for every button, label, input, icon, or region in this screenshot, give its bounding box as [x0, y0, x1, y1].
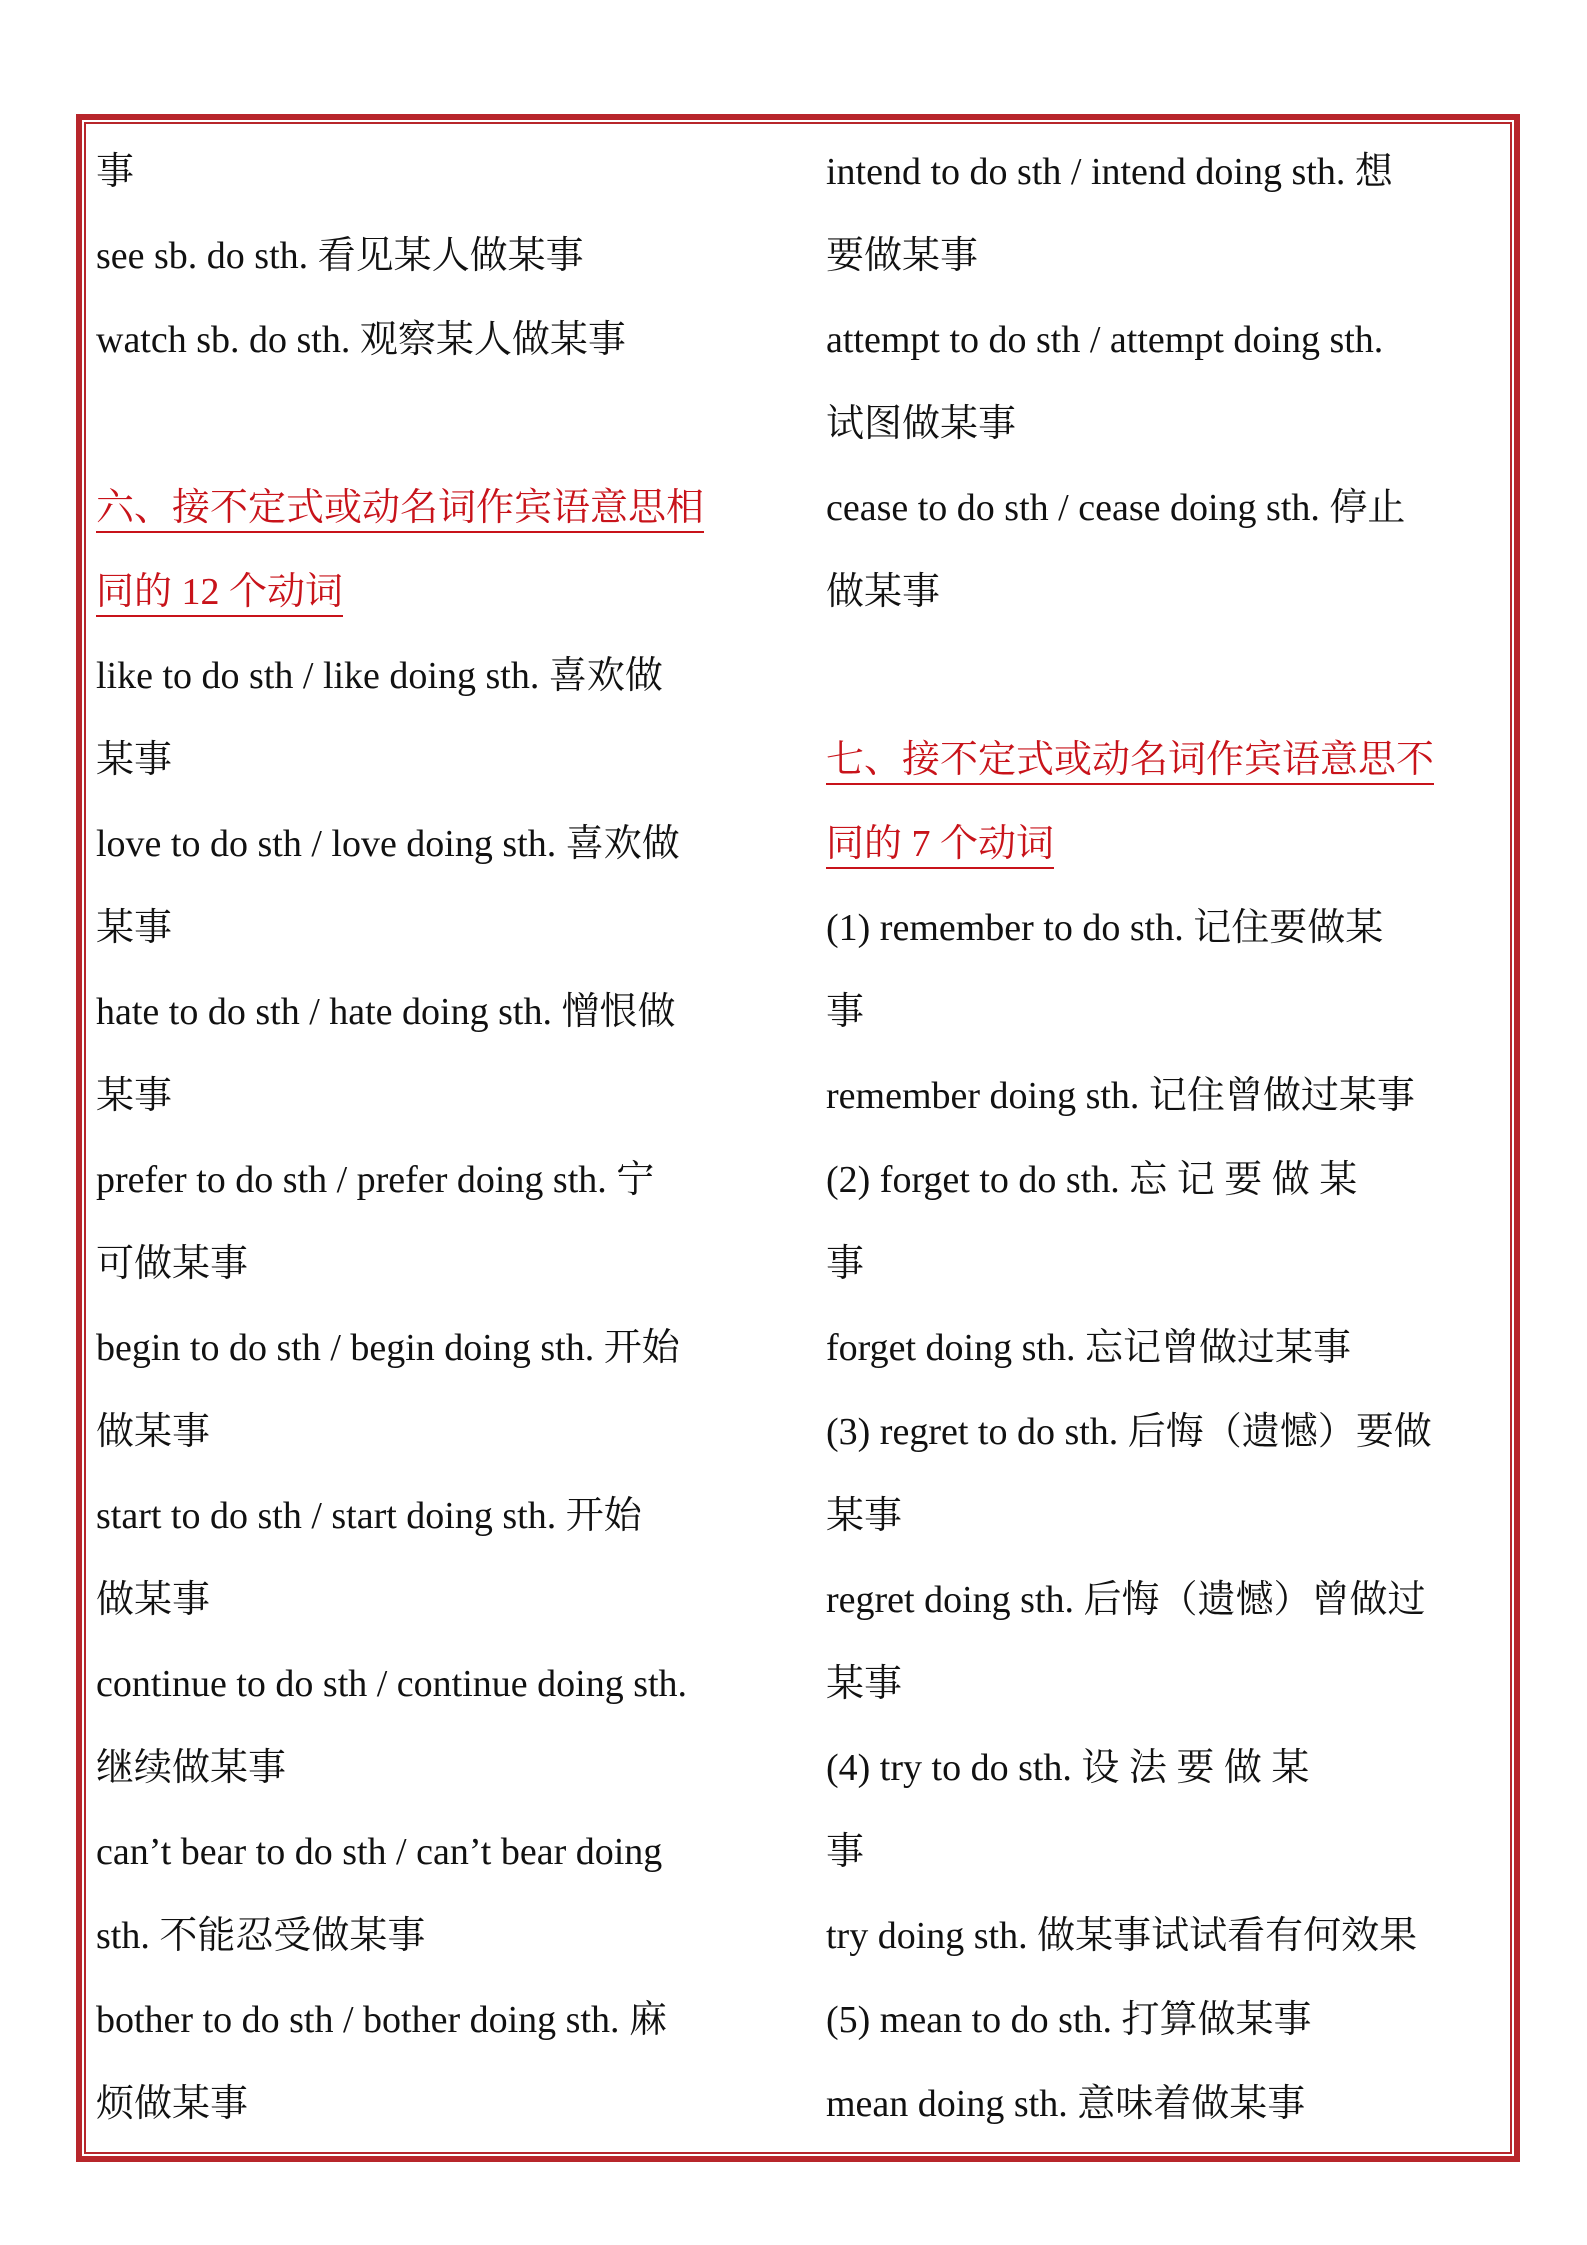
- text-line: like to do sth / like doing sth. 喜欢做: [96, 655, 663, 697]
- text-line: (1) remember to do sth. 记住要做某: [826, 907, 1384, 949]
- text-line: 继续做某事: [96, 1747, 287, 1789]
- text-line: try doing sth. 做某事试试看有何效果: [826, 1915, 1418, 1957]
- text-line: (5) mean to do sth. 打算做某事: [826, 1999, 1312, 2041]
- section-heading: [826, 802, 1504, 886]
- text-line: regret doing sth. 后悔（遗憾）曾做过: [826, 1579, 1426, 1621]
- heading-text: 同的 12 个动词: [96, 571, 343, 617]
- text-line: attempt to do sth / attempt doing sth.: [826, 319, 1384, 361]
- text-line: 试图做某事: [826, 403, 1017, 445]
- text-line: 要做某事: [826, 235, 979, 277]
- text-line: (4) try to do sth. 设 法 要 做 某: [826, 1747, 1310, 1789]
- text-line: see sb. do sth. 看见某人做某事: [96, 235, 584, 277]
- text-line: mean doing sth. 意味着做某事: [826, 2083, 1306, 2125]
- text-line: 某事: [826, 1495, 903, 1537]
- text-line: continue to do sth / continue doing sth.: [96, 1663, 688, 1705]
- spacer: [96, 382, 776, 466]
- text-line: love to do sth / love doing sth. 喜欢做: [96, 823, 680, 865]
- text-line: 某事: [96, 1075, 173, 1117]
- text-line: 烦做某事: [96, 2083, 249, 2125]
- text-line: 事: [826, 1831, 865, 1873]
- text-line: 某事: [96, 907, 173, 949]
- heading-text: 六、接不定式或动名词作宾语意思相: [96, 487, 704, 533]
- text-line: 某事: [96, 739, 173, 781]
- text-line: watch sb. do sth. 观察某人做某事: [96, 319, 626, 361]
- text-line: forget doing sth. 忘记曾做过某事: [826, 1327, 1351, 1369]
- right-column: [826, 130, 1504, 2146]
- section-heading: [826, 718, 1504, 802]
- text-line: can’t bear to do sth / can’t bear doing: [96, 1831, 663, 1873]
- text-line: prefer to do sth / prefer doing sth. 宁: [96, 1159, 655, 1201]
- section-heading: [96, 550, 776, 634]
- text-line: hate to do sth / hate doing sth. 憎恨做: [96, 991, 676, 1033]
- text-line: 事: [96, 151, 135, 193]
- text-line: begin to do sth / begin doing sth. 开始: [96, 1327, 680, 1369]
- text-line: intend to do sth / intend doing sth. 想: [826, 151, 1393, 193]
- text-line: (3) regret to do sth. 后悔（遗憾）要做: [826, 1411, 1432, 1453]
- text-line: 事: [826, 991, 865, 1033]
- section-heading: [96, 466, 776, 550]
- text-line: 可做某事: [96, 1243, 249, 1285]
- text-line: 做某事: [96, 1579, 211, 1621]
- left-column: [96, 130, 776, 2146]
- text-line: 做某事: [826, 571, 941, 613]
- text-line: cease to do sth / cease doing sth. 停止: [826, 487, 1406, 529]
- text-line: 做某事: [96, 1411, 211, 1453]
- text-line: 事: [826, 1243, 865, 1285]
- heading-text: 七、接不定式或动名词作宾语意思不: [826, 739, 1434, 785]
- text-line: bother to do sth / bother doing sth. 麻: [96, 1999, 668, 2041]
- text-line: 某事: [826, 1663, 903, 1705]
- text-line: (2) forget to do sth. 忘 记 要 做 某: [826, 1159, 1358, 1201]
- heading-text: 同的 7 个动词: [826, 823, 1054, 869]
- spacer: [826, 634, 1504, 718]
- text-line: start to do sth / start doing sth. 开始: [96, 1495, 642, 1537]
- text-line: sth. 不能忍受做某事: [96, 1915, 426, 1957]
- text-line: remember doing sth. 记住曾做过某事: [826, 1075, 1415, 1117]
